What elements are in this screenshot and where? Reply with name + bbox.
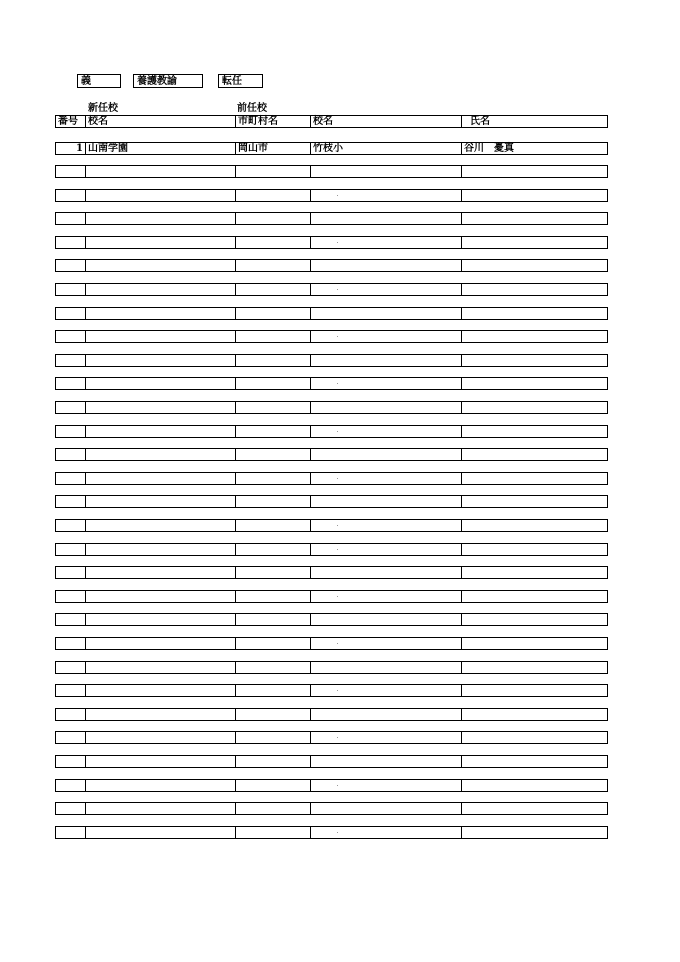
table-row bbox=[55, 354, 608, 367]
header-municipality: 市町村名 bbox=[238, 116, 278, 127]
faint-mark bbox=[337, 242, 338, 243]
table-row bbox=[55, 684, 608, 697]
table-row bbox=[55, 802, 608, 815]
category-tag: 義 bbox=[77, 74, 121, 88]
table-row bbox=[55, 142, 608, 155]
faint-mark bbox=[337, 596, 338, 597]
table-row bbox=[55, 259, 608, 272]
table-row bbox=[55, 755, 608, 768]
name-cell: 谷川 憂真 bbox=[464, 143, 514, 154]
table-row bbox=[55, 377, 608, 390]
faint-mark bbox=[337, 643, 338, 644]
faint-mark bbox=[337, 289, 338, 290]
table-row bbox=[55, 779, 608, 792]
faint-mark bbox=[337, 690, 338, 691]
faint-mark bbox=[337, 525, 338, 526]
table-row bbox=[55, 495, 608, 508]
table-row bbox=[55, 425, 608, 438]
table-row bbox=[55, 708, 608, 721]
previous-school-group-label: 前任校 bbox=[237, 103, 267, 114]
table-row bbox=[55, 519, 608, 532]
table-row bbox=[55, 731, 608, 744]
faint-mark bbox=[337, 195, 338, 196]
table-row bbox=[55, 212, 608, 225]
previous-school-cell: 竹枝小 bbox=[313, 143, 343, 154]
faint-mark bbox=[337, 383, 338, 384]
municipality-cell: 岡山市 bbox=[238, 143, 268, 154]
table-row bbox=[55, 165, 608, 178]
table-row bbox=[55, 401, 608, 414]
transfer-type-tag: 転任 bbox=[218, 74, 263, 88]
table-row bbox=[55, 448, 608, 461]
table-header bbox=[55, 115, 608, 128]
table-row bbox=[55, 189, 608, 202]
table-row bbox=[55, 590, 608, 603]
faint-mark bbox=[337, 785, 338, 786]
table-row bbox=[55, 472, 608, 485]
table-row bbox=[55, 307, 608, 320]
position-tag: 養護教諭 bbox=[133, 74, 203, 88]
header-number: 番号 bbox=[58, 116, 78, 127]
new-school-cell: 山南学園 bbox=[88, 143, 128, 154]
table-row bbox=[55, 236, 608, 249]
new-school-group-label: 新任校 bbox=[88, 103, 118, 114]
table-row bbox=[55, 637, 608, 650]
table-row bbox=[55, 613, 608, 626]
faint-mark bbox=[337, 478, 338, 479]
table-row bbox=[55, 543, 608, 556]
table-row bbox=[55, 283, 608, 296]
faint-mark bbox=[337, 832, 338, 833]
table-row bbox=[55, 566, 608, 579]
faint-mark bbox=[337, 431, 338, 432]
table-row bbox=[55, 826, 608, 839]
faint-mark bbox=[337, 549, 338, 550]
header-new-school-name: 校名 bbox=[88, 116, 108, 127]
header-previous-school-name: 校名 bbox=[313, 116, 333, 127]
faint-mark bbox=[337, 336, 338, 337]
table-row bbox=[55, 661, 608, 674]
row-number: 1 bbox=[76, 143, 83, 154]
table-row bbox=[55, 330, 608, 343]
header-name: 氏名 bbox=[470, 116, 490, 127]
faint-mark bbox=[337, 737, 338, 738]
